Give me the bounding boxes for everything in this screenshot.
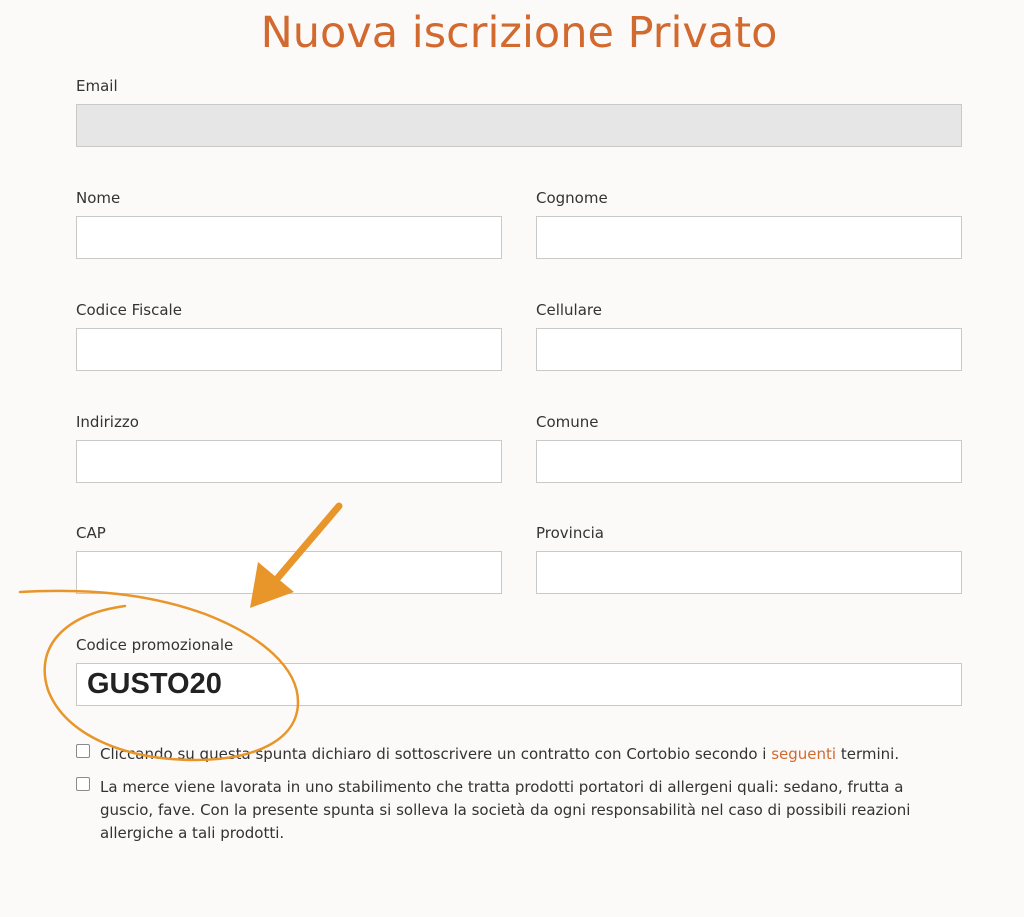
cap-field-group [76, 523, 106, 543]
provincia-input[interactable] [536, 551, 962, 594]
codice-promozionale-field-group [76, 635, 233, 655]
contract-text-before: Cliccando su questa spunta dichiaro di sottoscrivere un contratto con Cortobio secondo i [100, 745, 772, 763]
allergens-checkbox[interactable] [76, 777, 90, 791]
email-input[interactable] [76, 104, 962, 147]
cap-label: CAP [76, 524, 106, 542]
cellulare-input[interactable] [536, 328, 962, 371]
codice-fiscale-field-group [76, 300, 182, 320]
page-title: Nuova iscrizione Privato [260, 8, 778, 58]
codice-promozionale-input[interactable] [76, 663, 962, 706]
indirizzo-field-group [76, 412, 139, 432]
cellulare-field-group [536, 300, 602, 320]
contract-checkbox-row [76, 743, 946, 766]
comune-label: Comune [536, 413, 599, 431]
indirizzo-input[interactable] [76, 440, 502, 483]
codice-fiscale-label: Codice Fiscale [76, 301, 182, 319]
cap-input[interactable] [76, 551, 502, 594]
provincia-field-group [536, 523, 604, 543]
allergens-checkbox-row [76, 776, 946, 845]
email-label: Email [76, 77, 118, 95]
contract-text-after: termini. [836, 745, 900, 763]
nome-input[interactable] [76, 216, 502, 259]
provincia-label: Provincia [536, 524, 604, 542]
contract-checkbox[interactable] [76, 744, 90, 758]
cognome-label: Cognome [536, 189, 608, 207]
nome-field-group [76, 188, 120, 208]
codice-fiscale-input[interactable] [76, 328, 502, 371]
comune-input[interactable] [536, 440, 962, 483]
email-field-group [76, 76, 118, 96]
codice-promozionale-label: Codice promozionale [76, 636, 234, 654]
nome-label: Nome [76, 189, 121, 207]
cognome-field-group [536, 188, 608, 208]
comune-field-group [536, 412, 599, 432]
indirizzo-label: Indirizzo [76, 413, 139, 431]
cellulare-label: Cellulare [536, 301, 602, 319]
contract-checkbox-label [100, 743, 946, 766]
allergens-checkbox-label: La merce viene lavorata in uno stabilimento che tratta prodotti portatori di allergeni quali: sedano, frutta a guscio, fave. Con la presente spunta si solleva la società da ogni responsabilità nel caso di possibili reazioni allergiche a tali prodotti. [100, 778, 911, 842]
cognome-input[interactable] [536, 216, 962, 259]
terms-link[interactable]: seguenti [771, 745, 837, 763]
